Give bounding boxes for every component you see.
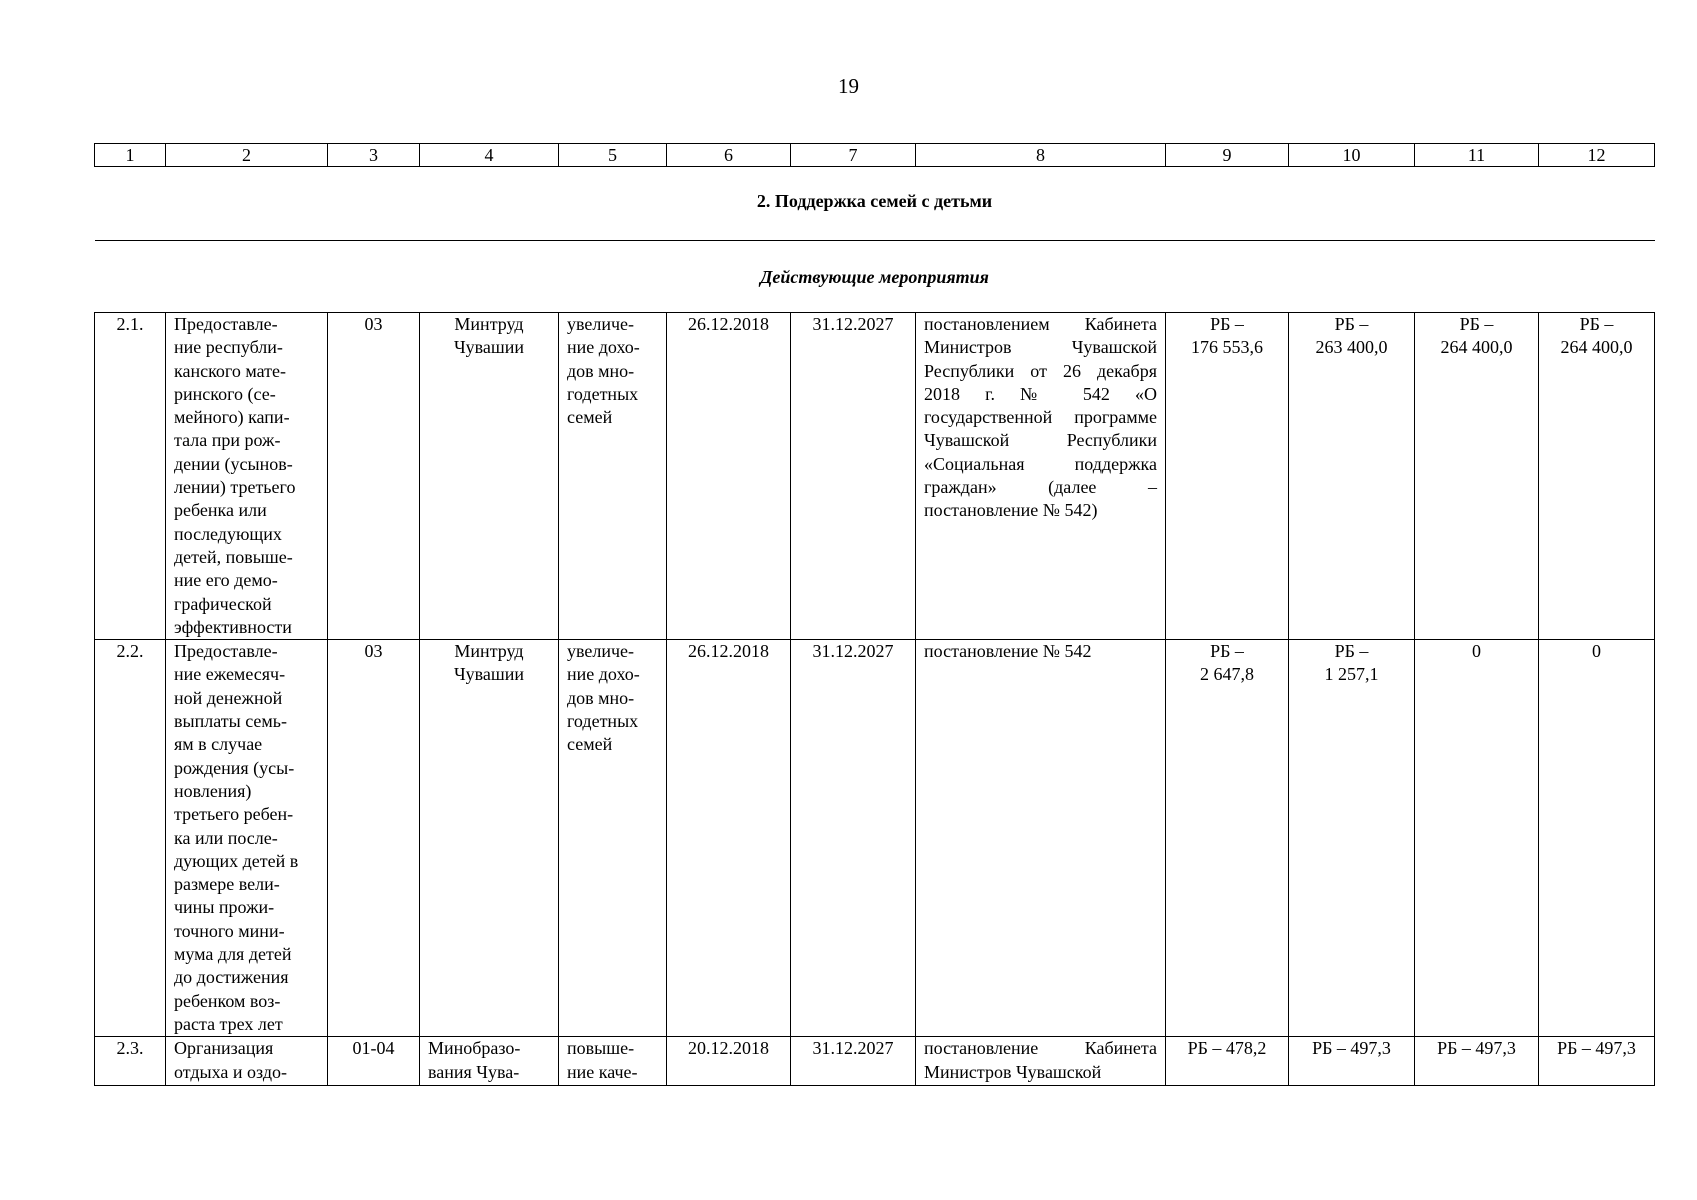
code: 03	[328, 313, 420, 640]
col-header: 7	[791, 144, 916, 167]
legal-basis: постановление Кабинета Министров Чувашской	[916, 1037, 1166, 1086]
row-number: 2.3.	[95, 1037, 166, 1086]
legal-basis: постановление № 542	[916, 640, 1166, 1037]
funding-col9: РБ – 2 647,8	[1166, 640, 1289, 1037]
funding-col12: РБ – 264 400,0	[1539, 313, 1655, 640]
end-date: 31.12.2027	[791, 640, 916, 1037]
col-header: 4	[420, 144, 559, 167]
table-row	[95, 1037, 1655, 1086]
subsection-row	[95, 241, 1655, 313]
measure-name: Организация отдыха и оздо-	[166, 1037, 328, 1086]
col-header: 2	[166, 144, 328, 167]
funding-col11: 0	[1415, 640, 1539, 1037]
col-header: 6	[667, 144, 791, 167]
section-row	[95, 167, 1655, 241]
measure-name: Предоставле- ние республи- канского мате- ринского (се- мейного) капи- тала при рож- дении (усынов- лении) третьего ребенка или последующих детей, повыше- ние его демо- графической эффективности	[166, 313, 328, 640]
table-row	[95, 313, 1655, 640]
end-date: 31.12.2027	[791, 313, 916, 640]
col-header: 11	[1415, 144, 1539, 167]
table-row	[95, 640, 1655, 1037]
expected-result: увеличе- ние дохо- дов мно- годетных семей	[559, 313, 667, 640]
start-date: 26.12.2018	[667, 313, 791, 640]
section-title: 2. Поддержка семей с детьми	[95, 167, 1655, 241]
col-header: 5	[559, 144, 667, 167]
col-header: 1	[95, 144, 166, 167]
executor: Минтруд Чувашии	[420, 313, 559, 640]
code: 03	[328, 640, 420, 1037]
funding-col11: РБ – 497,3	[1415, 1037, 1539, 1086]
executor: Минтруд Чувашии	[420, 640, 559, 1037]
page-number: 19	[838, 74, 859, 98]
funding-col9: РБ – 478,2	[1166, 1037, 1289, 1086]
row-number: 2.1.	[95, 313, 166, 640]
end-date: 31.12.2027	[791, 1037, 916, 1086]
col-header: 3	[328, 144, 420, 167]
col-header: 10	[1289, 144, 1415, 167]
col-header: 8	[916, 144, 1166, 167]
subsection-title: Действующие мероприятия	[95, 241, 1655, 313]
row-number: 2.2.	[95, 640, 166, 1037]
measures-table	[94, 143, 1655, 1086]
funding-col10: РБ – 1 257,1	[1289, 640, 1415, 1037]
funding-col9: РБ – 176 553,6	[1166, 313, 1289, 640]
funding-col10: РБ – 497,3	[1289, 1037, 1415, 1086]
legal-basis: постановлением Кабинета Министров Чувашской Республики от 26 декабря 2018 г. № 542 «О государственной программе Чувашской Республики «Социальная поддержка граждан» (далее – постановление № 542)	[916, 313, 1166, 640]
executor: Минобразо- вания Чува-	[420, 1037, 559, 1086]
expected-result: повыше- ние каче-	[559, 1037, 667, 1086]
funding-col10: РБ – 263 400,0	[1289, 313, 1415, 640]
funding-col12: 0	[1539, 640, 1655, 1037]
col-header: 12	[1539, 144, 1655, 167]
expected-result: увеличе- ние дохо- дов мно- годетных семей	[559, 640, 667, 1037]
measure-name: Предоставле- ние ежемесяч- ной денежной выплаты семь- ям в случае рождения (усы- новления) третьего ребен- ка или после- дующих детей в размере вели- чины прожи- точного мини- мума для детей до достижения ребенком воз- раста трех лет	[166, 640, 328, 1037]
funding-col12: РБ – 497,3	[1539, 1037, 1655, 1086]
start-date: 26.12.2018	[667, 640, 791, 1037]
start-date: 20.12.2018	[667, 1037, 791, 1086]
col-header: 9	[1166, 144, 1289, 167]
column-number-row	[95, 144, 1655, 167]
funding-col11: РБ – 264 400,0	[1415, 313, 1539, 640]
code: 01-04	[328, 1037, 420, 1086]
